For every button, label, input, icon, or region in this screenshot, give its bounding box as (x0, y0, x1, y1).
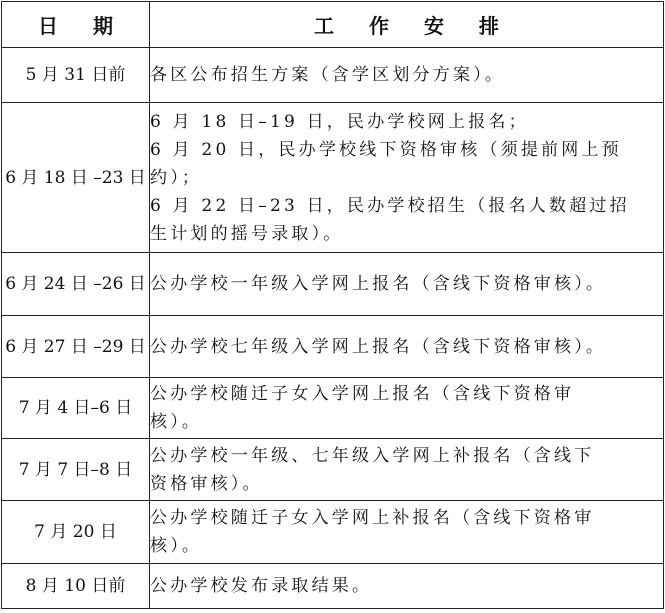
header-plan (150, 2, 664, 48)
date-line: 6 月 24 日 (5, 274, 88, 294)
plan-cell (150, 316, 664, 378)
plan-line: 公办学校随迁子女入学网上报名（含线下资格审 (150, 384, 575, 404)
date-line: 8 月 10 日前 (25, 576, 126, 596)
date-line: 7 月 7 日–8 日 (18, 459, 133, 480)
plan-line: 资格审核）。 (150, 473, 263, 494)
date-line: 7 月 20 日 (34, 522, 117, 542)
enrollment-schedule-table (1, 1, 664, 609)
plan-cell (150, 501, 664, 564)
plan-line: 公办学校七年级入学网上报名（含线下资格审核）。 (150, 336, 607, 357)
header-plan-label: 工 作 安 排 (314, 14, 513, 38)
plan-line: 公办学校发布录取结果。 (150, 576, 373, 596)
plan-line: 6 月 18 日–19 日，民办学校网上报名； (150, 111, 529, 132)
date-line: –26 日 (93, 274, 146, 294)
plan-cell (150, 253, 664, 316)
plan-cell (150, 378, 664, 439)
date-line: 7 月 4 日–6 日 (18, 398, 133, 418)
plan-line: 6 月 22 日–23 日，民办学校招生（报名人数超过招 (150, 195, 630, 216)
date-line: –23 日 (93, 167, 146, 188)
date-cell (2, 439, 150, 501)
plan-line: 公办学校一年级入学网上报名（含线下资格审核）。 (150, 274, 607, 294)
date-cell (2, 316, 150, 378)
date-cell (2, 103, 150, 253)
plan-cell (150, 103, 664, 253)
plan-line: 核）。 (150, 412, 203, 432)
date-cell (2, 253, 150, 316)
plan-line: 公办学校一年级、七年级入学网上补报名（含线下 (150, 445, 595, 466)
date-cell (2, 501, 150, 564)
table-row (2, 439, 664, 501)
table-row (2, 48, 664, 103)
date-line: –29 日 (93, 336, 146, 357)
plan-line: 6 月 20 日，民办学校线下资格审核（须提前网上预 (150, 139, 622, 160)
date-cell (2, 48, 150, 103)
table-row (2, 378, 664, 439)
date-line: 6 月 27 日 (5, 336, 88, 357)
plan-line: 各区公布招生方案（含学区划分方案）。 (150, 65, 506, 85)
plan-cell (150, 564, 664, 609)
table-row (2, 564, 664, 609)
table-row (2, 316, 664, 378)
plan-line: 核）。 (150, 536, 203, 556)
date-line: 5 月 31 日前 (25, 65, 126, 85)
date-cell (2, 378, 150, 439)
plan-cell (150, 48, 664, 103)
table-row (2, 103, 664, 253)
plan-line: 公办学校随迁子女入学网上补报名（含线下资格审 (150, 508, 595, 528)
plan-line: 约）； (150, 167, 203, 188)
plan-line: 生计划的摇号录取）。 (150, 223, 344, 244)
table-row (2, 253, 664, 316)
header-date (2, 2, 150, 48)
table-row (2, 501, 664, 564)
date-cell (2, 564, 150, 609)
plan-cell (150, 439, 664, 501)
header-row (2, 2, 664, 48)
header-date-label: 日 期 (38, 14, 127, 38)
date-line: 6 月 18 日 (5, 167, 88, 188)
